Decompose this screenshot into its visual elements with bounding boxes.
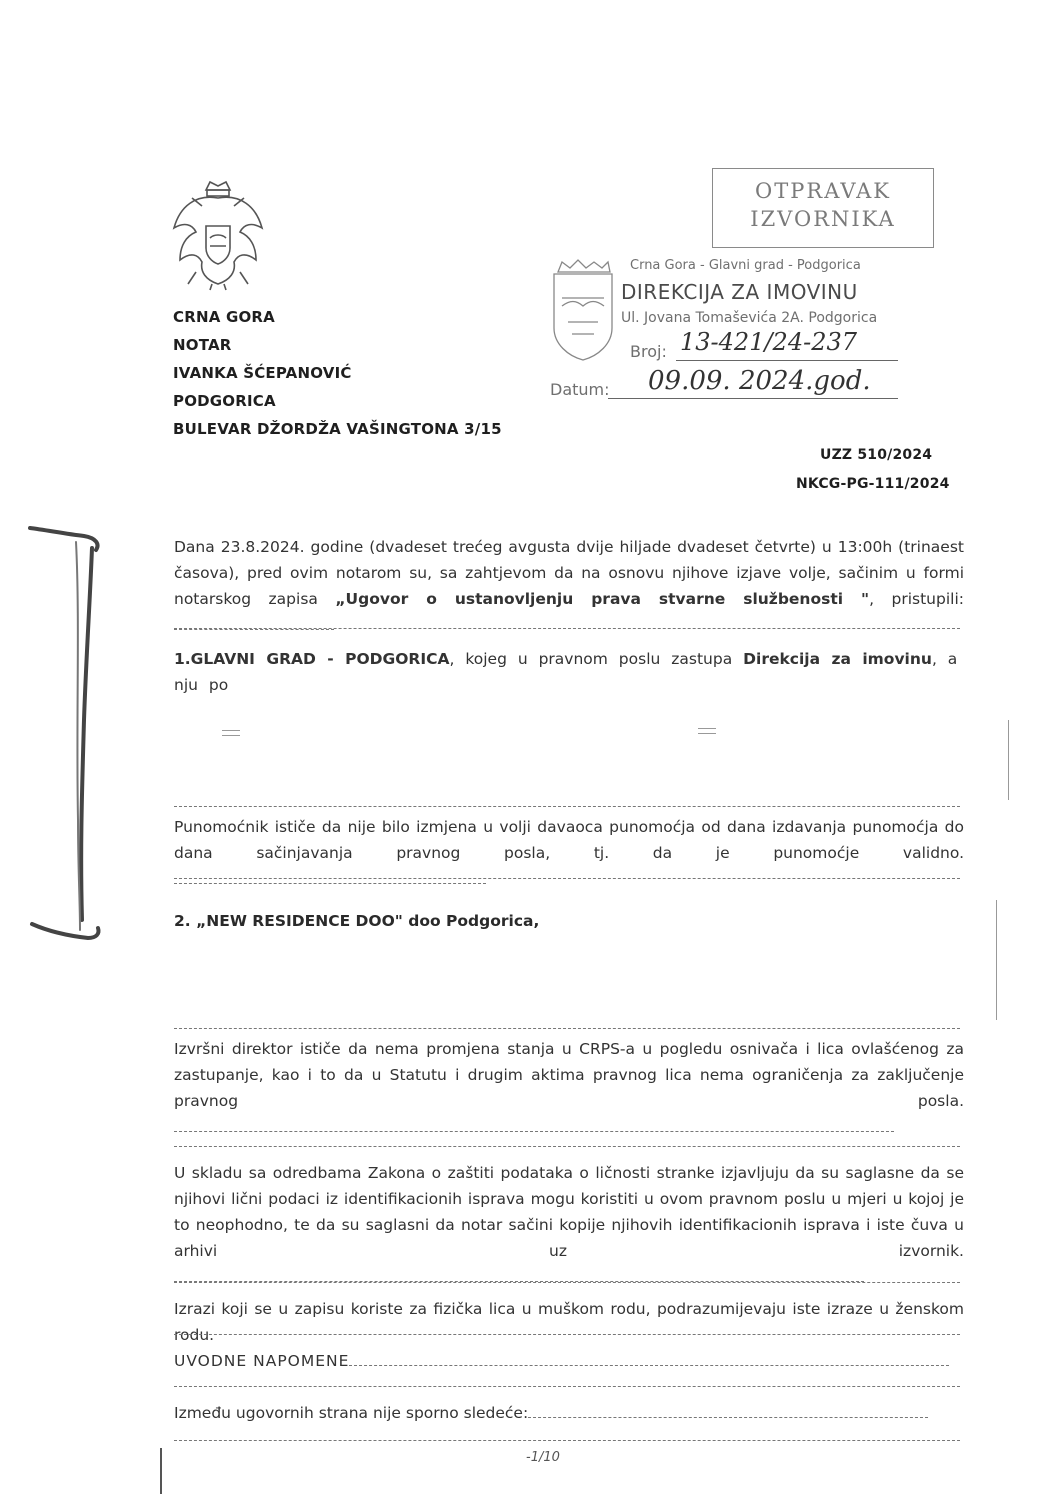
binding-cord-icon	[26, 520, 106, 960]
directorate-address: Ul. Jovana Tomaševića 2A. Podgorica	[621, 310, 878, 326]
intro-text: Dana 23.8.2024. godine (dvadeset trećeg avgusta dvije hiljade dvadeset četvrte) u 13:00h (trinaest časova), pred ovim notarom su, sa zahtjevom da na osnovu njihove izjave volje, sačinim u formi notarskog zapisa	[174, 538, 964, 608]
dash-line	[174, 1282, 960, 1283]
party-1-text-end: , a nju po	[174, 650, 958, 694]
data-protection-paragraph	[174, 1160, 964, 1290]
page-number: -1/10	[526, 1450, 560, 1465]
intro-paragraph	[174, 534, 964, 638]
redaction-mark	[698, 728, 716, 729]
broj-underline	[676, 360, 898, 361]
dash-fill	[174, 883, 486, 884]
datum-handwritten-value: 09.09. 2024.god.	[648, 366, 871, 396]
directorate-subtitle: Crna Gora - Glavni grad - Podgorica	[630, 258, 861, 273]
dash-line	[174, 1334, 960, 1335]
gender-terms-text: Izrazi koji se u zapisu koriste za fizička lica u muškom rodu, podrazumijevaju iste izraze u ženskom rodu.	[174, 1300, 964, 1344]
podgorica-city-emblem-icon	[548, 258, 618, 362]
introductory-notes-heading-line	[174, 1348, 964, 1374]
datum-underline	[608, 398, 898, 399]
party-1-name: 1.GLAVNI GRAD - PODGORICA	[174, 650, 450, 668]
datum-label: Datum:	[550, 380, 610, 399]
director-text: Izvršni direktor ističe da nema promjena stanja u CRPS-a u pogledu osnivača i lica ovlašćenog za zastupanje, kao i to da u Statutu i drugim aktima pravnog lica nema ograničenja za zaključenje pravnog posla.	[174, 1040, 964, 1110]
party-1-text: , kojeg u pravnom poslu zastupa	[449, 650, 744, 668]
notary-title: NOTAR	[173, 336, 232, 354]
redaction-mark	[222, 735, 240, 736]
contract-title: „Ugovor o ustanovljenju prava stvarne službenosti "	[335, 590, 870, 608]
dash-line	[174, 806, 960, 807]
stamp-line-1: OTPRAVAK	[755, 179, 891, 203]
introductory-notes-heading: UVODNE NAPOMENE	[174, 1352, 350, 1370]
undisputed-facts-text: Između ugovornih strana nije sporno sledeće:	[174, 1404, 529, 1422]
nkcg-reference: NKCG-PG-111/2024	[796, 476, 950, 492]
margin-line	[1008, 720, 1009, 800]
dash-line	[174, 628, 960, 629]
redaction-mark	[222, 730, 240, 731]
director-paragraph	[174, 1036, 964, 1140]
dash-fill	[174, 629, 334, 630]
dash-line	[174, 878, 960, 879]
data-protection-text: U skladu sa odredbama Zakona o zaštiti podataka o ličnosti stranke izjavljuju da su saglasne da se njihovi lični podaci iz identifikacionih isprava mogu koristiti u ovom pravnom poslu u mjeri u kojoj je to neophodno, te da su saglasni da notar sačini kopije njihovih identifikacionih isprava i iste čuva u arhivi uz izvornik.	[174, 1164, 964, 1260]
notary-name: IVANKA ŠĆEPANOVIĆ	[173, 364, 352, 382]
broj-label: Broj:	[630, 342, 667, 361]
intro-text-end: , pristupili:	[869, 590, 964, 608]
party-1-paragraph	[174, 646, 964, 698]
uzz-reference: UZZ 510/2024	[820, 447, 933, 463]
stamp-line-2: IZVORNIKA	[750, 207, 896, 231]
dash-line	[174, 1386, 960, 1387]
party-2-name: 2. „NEW RESIDENCE DOO" doo Podgorica,	[174, 912, 540, 930]
gender-terms-paragraph	[174, 1296, 964, 1348]
broj-handwritten-value: 13-421/24-237	[680, 328, 857, 356]
margin-line	[160, 1448, 162, 1494]
dash-line	[174, 1028, 960, 1029]
proxy-text: Punomoćnik ističe da nije bilo izmjena u volji davaoca punomoćja od dana izdavanja punomoćja do dana sačinjavanja pravnog posla, tj. da je punomoćje validno.	[174, 818, 964, 862]
margin-line	[996, 900, 997, 1020]
notary-address: BULEVAR DŽORDŽA VAŠINGTONA 3/15	[173, 420, 502, 438]
proxy-paragraph	[174, 814, 964, 892]
directorate-name: DIREKCIJA ZA IMOVINU	[621, 280, 858, 304]
dash-fill	[528, 1417, 928, 1418]
notary-country: CRNA GORA	[173, 308, 275, 326]
original-copy-stamp	[712, 168, 934, 248]
dash-line	[174, 1440, 960, 1441]
redaction-mark	[698, 733, 716, 734]
dash-fill	[174, 1131, 894, 1132]
undisputed-facts-line	[174, 1400, 964, 1426]
dash-line	[174, 1146, 960, 1147]
notary-city: PODGORICA	[173, 392, 276, 410]
party-1-representative: Direkcija za imovinu	[743, 650, 932, 668]
dash-fill	[349, 1365, 949, 1366]
montenegro-coat-of-arms-icon	[166, 176, 270, 292]
